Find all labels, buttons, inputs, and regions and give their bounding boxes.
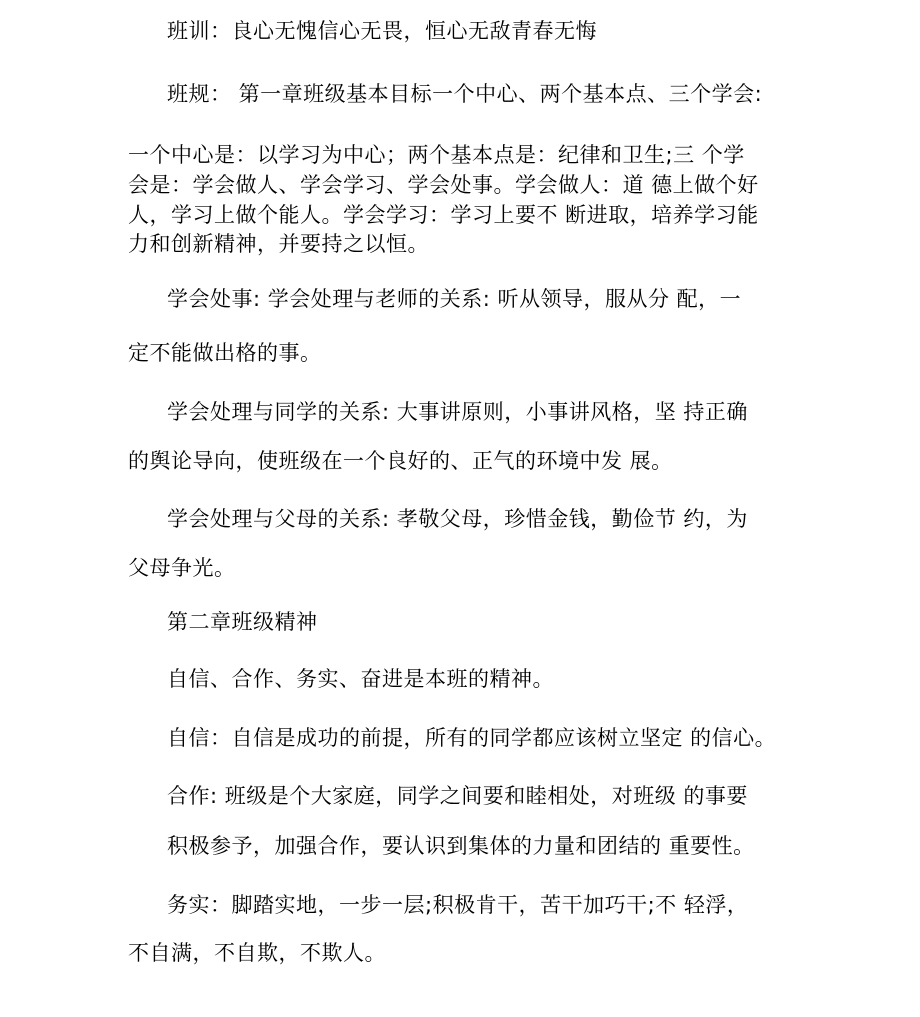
motto-line: 班训：良心无愧信心无畏，恒心无敌青春无悔 xyxy=(167,19,597,43)
paragraph-line: 力和创新精神，并要持之以恒。 xyxy=(128,232,429,256)
paragraph-line: 自信：自信是成功的前提，所有的同学都应该树立坚定 的信心。 xyxy=(167,726,777,750)
rules-heading-line: 班规： 第一章班级基本目标一个中心、两个基本点、三个学会: xyxy=(167,82,763,106)
paragraph-line: 人，学习上做个能人。学会学习：学习上要不 断进取，培养学习能 xyxy=(128,203,759,227)
paragraph-line: 自信、合作、务实、奋进是本班的精神。 xyxy=(167,667,554,691)
paragraph-line: 学会处理与父母的关系: 孝敬父母，珍惜金钱，勤俭节 约，为 xyxy=(167,507,748,531)
paragraph-line: 一个中心是：以学习为中心；两个基本点是：纪律和卫生;三 个学 xyxy=(128,143,745,167)
paragraph-line: 的舆论导向，使班级在一个良好的、正气的环境中发 展。 xyxy=(128,449,673,473)
paragraph-line: 积极参予，加强合作，要认识到集体的力量和团结的 重要性。 xyxy=(167,834,755,858)
chapter-heading: 第二章班级精神 xyxy=(167,610,318,634)
paragraph-line: 父母争光。 xyxy=(128,556,236,580)
paragraph-line: 定不能做出格的事。 xyxy=(128,341,322,365)
paragraph-line: 合作: 班级是个大家庭，同学之间要和睦相处，对班级 的事要 xyxy=(167,784,748,808)
paragraph-line: 不自满，不自欺，不欺人。 xyxy=(128,941,386,965)
paragraph-line: 学会处理与同学的关系: 大事讲原则，小事讲风格，坚 持正确 xyxy=(167,400,748,424)
paragraph-line: 务实：脚踏实地，一步一层;积极肯干，苦干加巧干;不 轻浮， xyxy=(167,893,749,917)
paragraph-line: 学会处事: 学会处理与老师的关系: 听从领导，服从分 配，一 xyxy=(167,287,742,311)
paragraph-line: 会是：学会做人、学会学习、学会处事。学会做人：道 德上做个好 xyxy=(128,173,759,197)
